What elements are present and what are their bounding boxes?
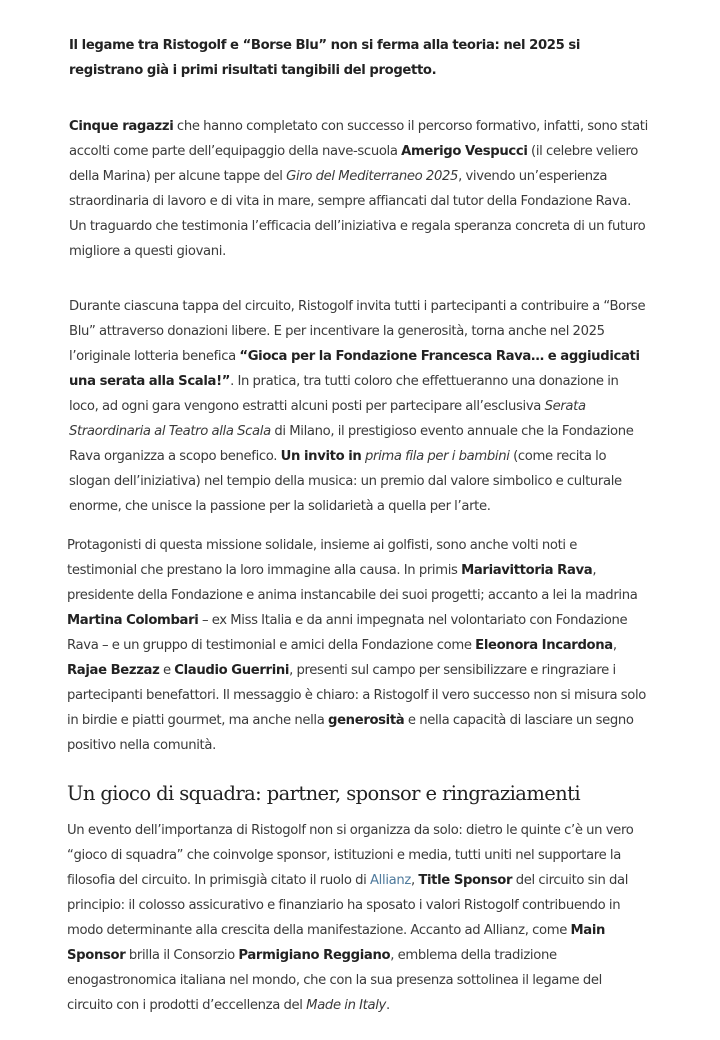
bold-text: generosità [328,713,405,728]
allianz-link[interactable]: Allianz [370,873,411,888]
bold-text: Claudio Guerrini [174,663,290,678]
bold-text: Parmigiano Reggiano [238,948,391,963]
bold-text: Un invito in [280,449,362,464]
paragraph-lotteria [69,294,649,519]
paragraph-sponsor [67,818,647,1018]
text-run: e nella capacità di lasciare un segno positivo nella comunità. [67,713,634,753]
text-run: Un evento dell’importanza di Ristogolf non si organizza da solo: dietro le quinte c’è un vero “gioco di squadra” che coinvolge sponsor, istituzioni e media, tutti uniti nel supportare la filosofia del circuito. In primisgià citato il ruolo di [67,823,634,888]
text-run: , [612,638,617,653]
bold-text: Title Sponsor [418,873,513,888]
text-run: (come recita lo slogan dell’iniziativa) nel tempio della musica: un premio dal valore simbolico e culturale enorme, che unisce la passione per la solidarietà a quella per l’arte. [69,449,622,514]
text-run: che hanno completato con successo il percorso formativo, infatti, sono stati accolti come parte dell’equipaggio della nave-scuola [69,119,648,159]
bold-text: Mariavittoria Rava [461,563,593,578]
text-run: , [410,873,419,888]
bold-text: Eleonora Incardona [475,638,613,653]
text-run: del circuito sin dal principio: il colosso assicurativo e finanziario ha sposato i valori Ristogolf contribuendo in modo determinante alla crescita della manifestazione. Accanto ad Allianz, come [67,873,629,938]
section-heading-block [67,780,647,808]
text-run: di Milano, il prestigioso evento annuale che la Fondazione Rava organizza a scopo benefico. [69,424,634,464]
bold-text: “Gioca per la Fondazione Francesca Rava… e aggiudicati una serata alla Scala!” [69,349,640,389]
text-run: e [159,663,175,678]
text-run: (il celebre veliero della Marina) per alcune tappe del [69,144,638,184]
paragraph-cinque-ragazzi [69,114,649,264]
section-heading: Un gioco di squadra: partner, sponsor e ringraziamenti [67,782,580,805]
intro-text: Il legame tra Ristogolf e “Borse Blu” non si ferma alla teoria: nel 2025 si registrano già i primi risultati tangibili del progetto. [69,38,581,78]
italic-text: prima fila per i bambini [365,449,510,464]
italic-text: Made in Italy [306,998,386,1013]
text-run: , vivendo un’esperienza straordinaria di lavoro e di vita in mare, sempre affiancati dal tutor della Fondazione Rava. Un traguardo che testimonia l’efficacia dell’iniziativa e regala speranza concreta di un futuro migliore a questi giovani. [69,169,646,259]
italic-text: Giro del Mediterraneo 2025 [286,169,459,184]
text-run: brilla il Consorzio [125,948,239,963]
text-run: Durante ciascuna tappa del circuito, Ristogolf invita tutti i partecipanti a contribuire a “Borse Blu” attraverso donazioni libere. E per incentivare la generosità, torna anche nel 2025 l’originale lotteria benefica [69,299,646,364]
italic-text: Serata Straordinaria al Teatro alla Scala [69,399,586,439]
text-run: , emblema della tradizione enogastronomica italiana nel mondo, che con la sua presenza sottolinea il legame del circuito con i prodotti d’eccellenza del [67,948,602,1013]
text-run: , presidente della Fondazione e anima instancabile dei suoi progetti; accanto a lei la madrina [67,563,638,603]
bold-text: Rajae Bezzaz [67,663,160,678]
text-run: , presenti sul campo per sensibilizzare e ringraziare i partecipanti benefattori. Il messaggio è chiaro: a Ristogolf il vero successo non si misura solo in birdie e piatti gourmet, ma anche nella [67,663,646,728]
text-run: . In pratica, tra tutti coloro che effettueranno una donazione in loco, ad ogni gara vengono estratti alcuni posti per partecipare all’esclusiva [69,374,619,414]
intro-paragraph [69,33,649,83]
paragraph-protagonisti [67,533,647,758]
text-run: – ex Miss Italia e da anni impegnata nel volontariato con Fondazione Rava – e un gruppo di testimonial e amici della Fondazione come [67,613,628,653]
bold-text: Amerigo Vespucci [401,144,528,159]
text-run: . [385,998,390,1013]
bold-text: Martina Colombari [67,613,199,628]
bold-text: Main Sponsor [67,923,606,963]
bold-text: Cinque ragazzi [69,119,174,134]
text-run: Protagonisti di questa missione solidale, insieme ai golfisti, sono anche volti noti e testimonial che prestano la loro immagine alla causa. In primis [67,538,578,578]
